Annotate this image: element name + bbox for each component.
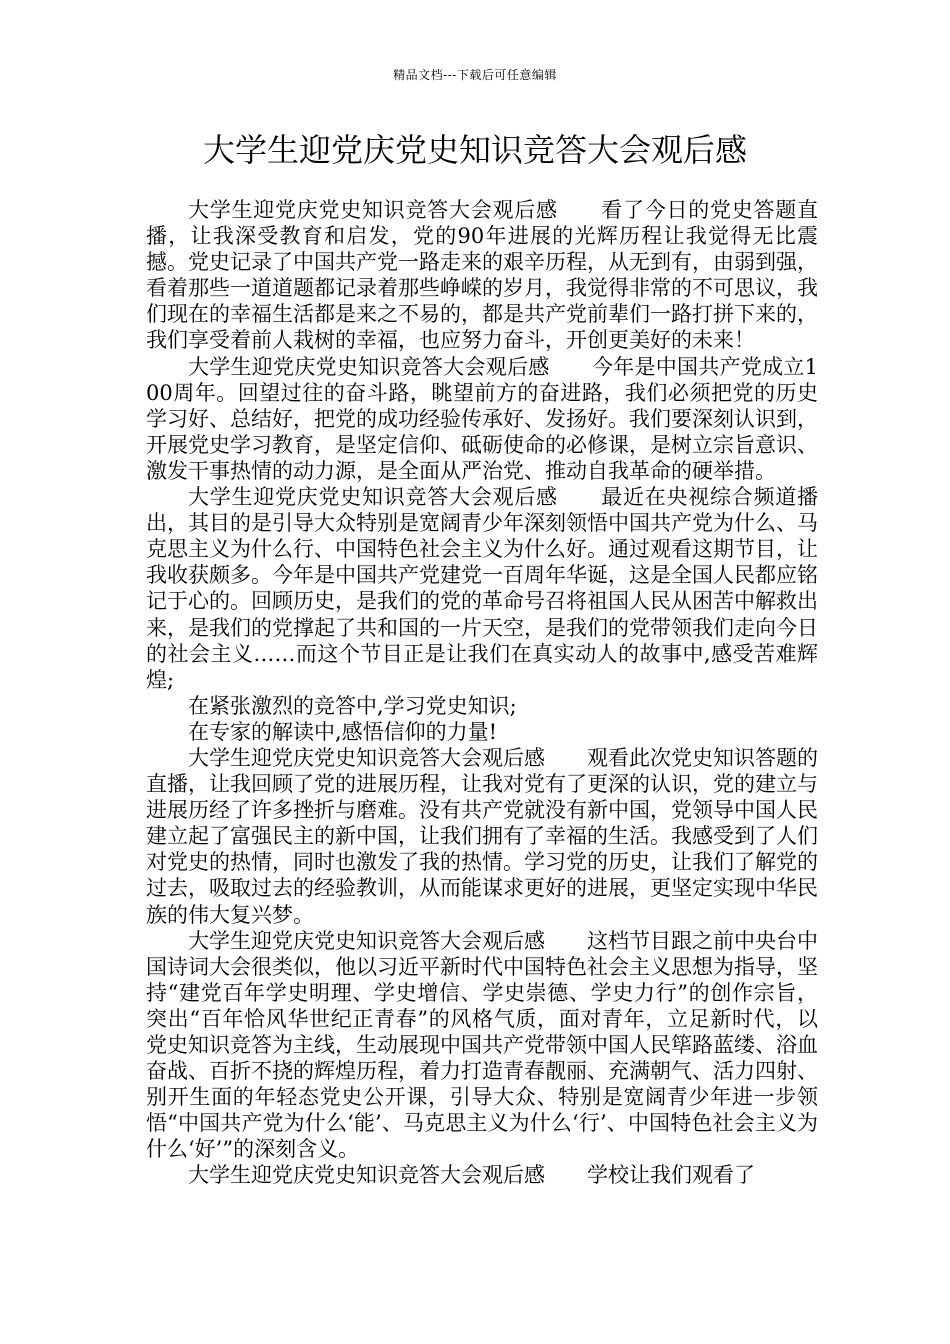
paragraph: 在紧张激烈的竞答中,学习党史知识; [188, 693, 517, 718]
paragraph: 大学生迎党庆党史知识竞答大会观后感 学校让我们观看了 [188, 1163, 755, 1188]
header-note: 精品文档---下载后可任意编辑 [393, 68, 557, 82]
document-title: 大学生迎党庆党史知识竞答大会观后感 [202, 131, 747, 169]
paragraph: 大学生迎党庆党史知识竞答大会观后感 这档节目跟之前中央台中国诗词大会很类似，他以习近平新时代中国特色社会主义思想为指导，坚持“建党百年学史明理、学史增信、学史崇德、学史力行”的创作宗旨，突出“百年恰风华世纪正青春”的风格气质，面对青年，立足新时代，以党史知识竞答为主线，生动展现中国共产党带领中国人民筚路蓝缕、浴血奋战、百折不挠的辉煌历程，着力打造青春靓丽、充满朝气、活力四射、别开生面的年轻态党史公开课，引导大众、特别是宽阔青少年进一步领悟“中国共产党为什么‘能’、马克思主义为什么‘行’、中国特色社会主义为什么‘好’”的深刻含义。 [146, 928, 818, 1162]
document-body [146, 197, 818, 1189]
paragraph: 大学生迎党庆党史知识竞答大会观后感 观看此次党史知识答题的直播，让我回顾了党的进展历程，让我对党有了更深的认识，党的建立与进展历经了许多挫折与磨难。没有共产党就没有新中国，党领导中国人民建立起了富强民主的新中国，让我们拥有了幸福的生活。我感受到了人们对党史的热情，同时也激发了我的热情。学习党的历史，让我们了解党的过去，吸取过去的经验教训，从而能谋求更好的进展，更坚定实现中华民族的伟大复兴梦。 [146, 745, 818, 927]
paragraph: 大学生迎党庆党史知识竞答大会观后感 最近在央视综合频道播出，其目的是引导大众特别是宽阔青少年深刻领悟中国共产党为什么、马克思主义为什么行、中国特色社会主义为什么好。通过观看这期节目，让我收获颇多。今年是中国共产党建党一百周年华诞，这是全国人民都应铭记于心的。回顾历史，是我们的党的革命号召将祖国人民从困苦中解救出来，是我们的党撑起了共和国的一片天空，是我们的党带领我们走向今日的社会主义……而这个节目正是让我们在真实动人的故事中,感受苦难辉煌; [146, 485, 818, 692]
paragraph: 在专家的解读中,感悟信仰的力量! [188, 719, 498, 744]
paragraph: 大学生迎党庆党史知识竞答大会观后感 看了今日的党史答题直播，让我深受教育和启发，党的90年进展的光辉历程让我觉得无比震撼。党史记录了中国共产党一路走来的艰辛历程，从无到有，由弱到强，看着那些一道道题都记录着那些峥嵘的岁月，我觉得非常的不可思议，我们现在的幸福生活都是来之不易的，都是共产党前辈们一路打拼下来的，我们享受着前人栽树的幸福，也应努力奋斗，开创更美好的未来！ [146, 198, 818, 353]
paragraph: 大学生迎党庆党史知识竞答大会观后感 今年是中国共产党成立100周年。回望过往的奋斗路，眺望前方的奋进路，我们必须把党的历史学习好、总结好，把党的成功经验传承好、发扬好。我们要深刻认识到，开展党史学习教育，是坚定信仰、砥砺使命的必修课，是树立宗旨意识、激发干事热情的动力源，是全面从严治党、推动自我革命的硬举措。 [146, 354, 818, 483]
